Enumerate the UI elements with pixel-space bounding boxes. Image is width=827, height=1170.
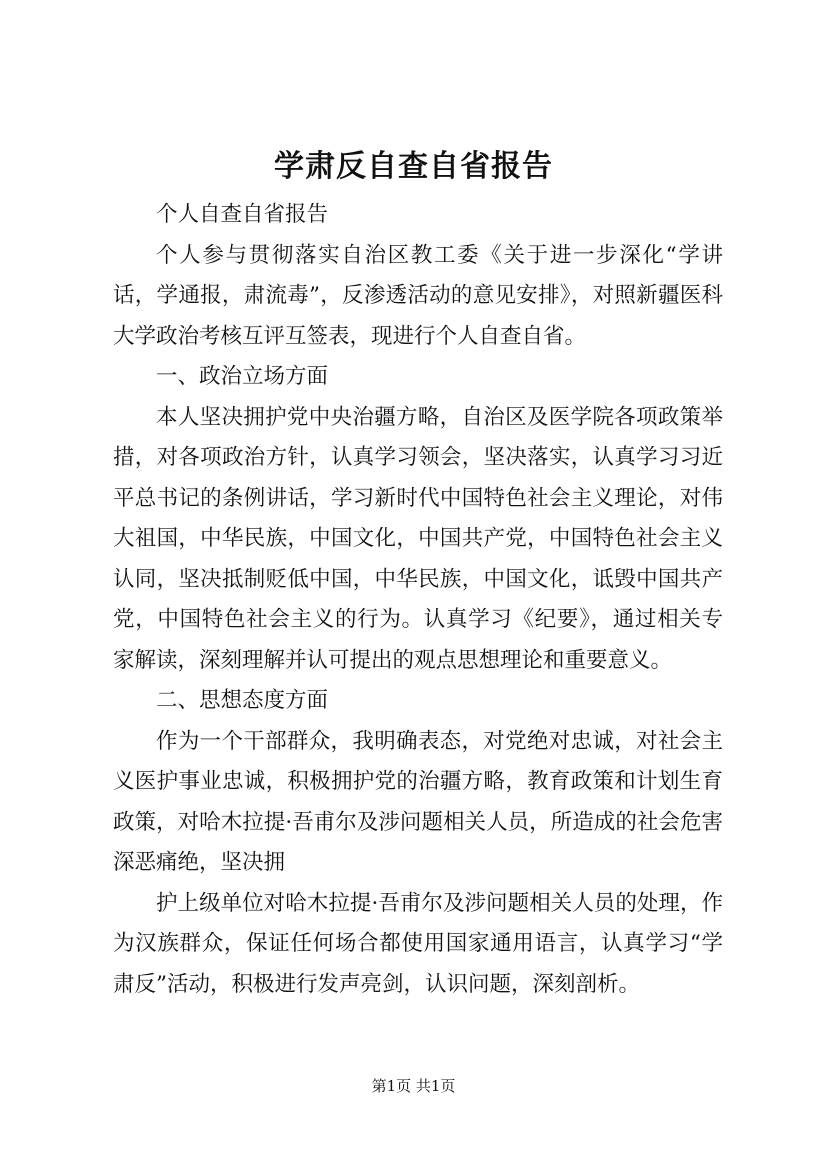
document-title: 学肃反自查自省报告 [274, 149, 553, 184]
section-heading-ideological: 二、思想态度方面 [156, 688, 329, 713]
paragraph-political: 本人坚决拥护党中央治疆方略，自治区及医学院各项政策举措，对各项政治方针，认真学习领会，坚决落实，认真学习习近平总书记的条例讲话，学习新时代中国特色社会主义理论，对伟大祖国，中华民族，中国文化，中国共产党，中国特色社会主义认同，坚决抵制贬低中国，中华民族，中国文化，诋毁中国共产党，中国特色社会主义的行为。认真学习《纪要》，通过相关专家解读，深刻理解并认可提出的观点思想理论和重要意义。 [113, 404, 723, 673]
paragraph-heading-personal: 个人自查自省报告 [156, 202, 329, 227]
section-heading-political: 一、政治立场方面 [156, 364, 329, 389]
paragraph-ideological: 作为一个干部群众，我明确表态，对党绝对忠诚，对社会主义医护事业忠诚，积极拥护党的治疆方略，教育政策和计划生育政策，对哈木拉提·吾甫尔及涉问题相关人员，所造成的社会危害深恶痛绝，坚决拥 [113, 728, 723, 875]
paragraph-intro: 个人参与贯彻落实自治区教工委《关于进一步深化“学讲话，学通报，肃流毒”，反渗透活动的意见安排》，对照新疆医科大学政治考核互评互签表，现进行个人自查自省。 [113, 242, 723, 349]
page-footer: 第1页 共1页 [371, 1077, 456, 1095]
document-body [113, 195, 723, 1005]
paragraph-continuation: 护上级单位对哈木拉提·吾甫尔及涉问题相关人员的处理，作为汉族群众，保证任何场合都使用国家通用语言，认真学习“学肃反”活动，积极进行发声亮剑，认识问题，深刻剖析。 [113, 890, 723, 997]
